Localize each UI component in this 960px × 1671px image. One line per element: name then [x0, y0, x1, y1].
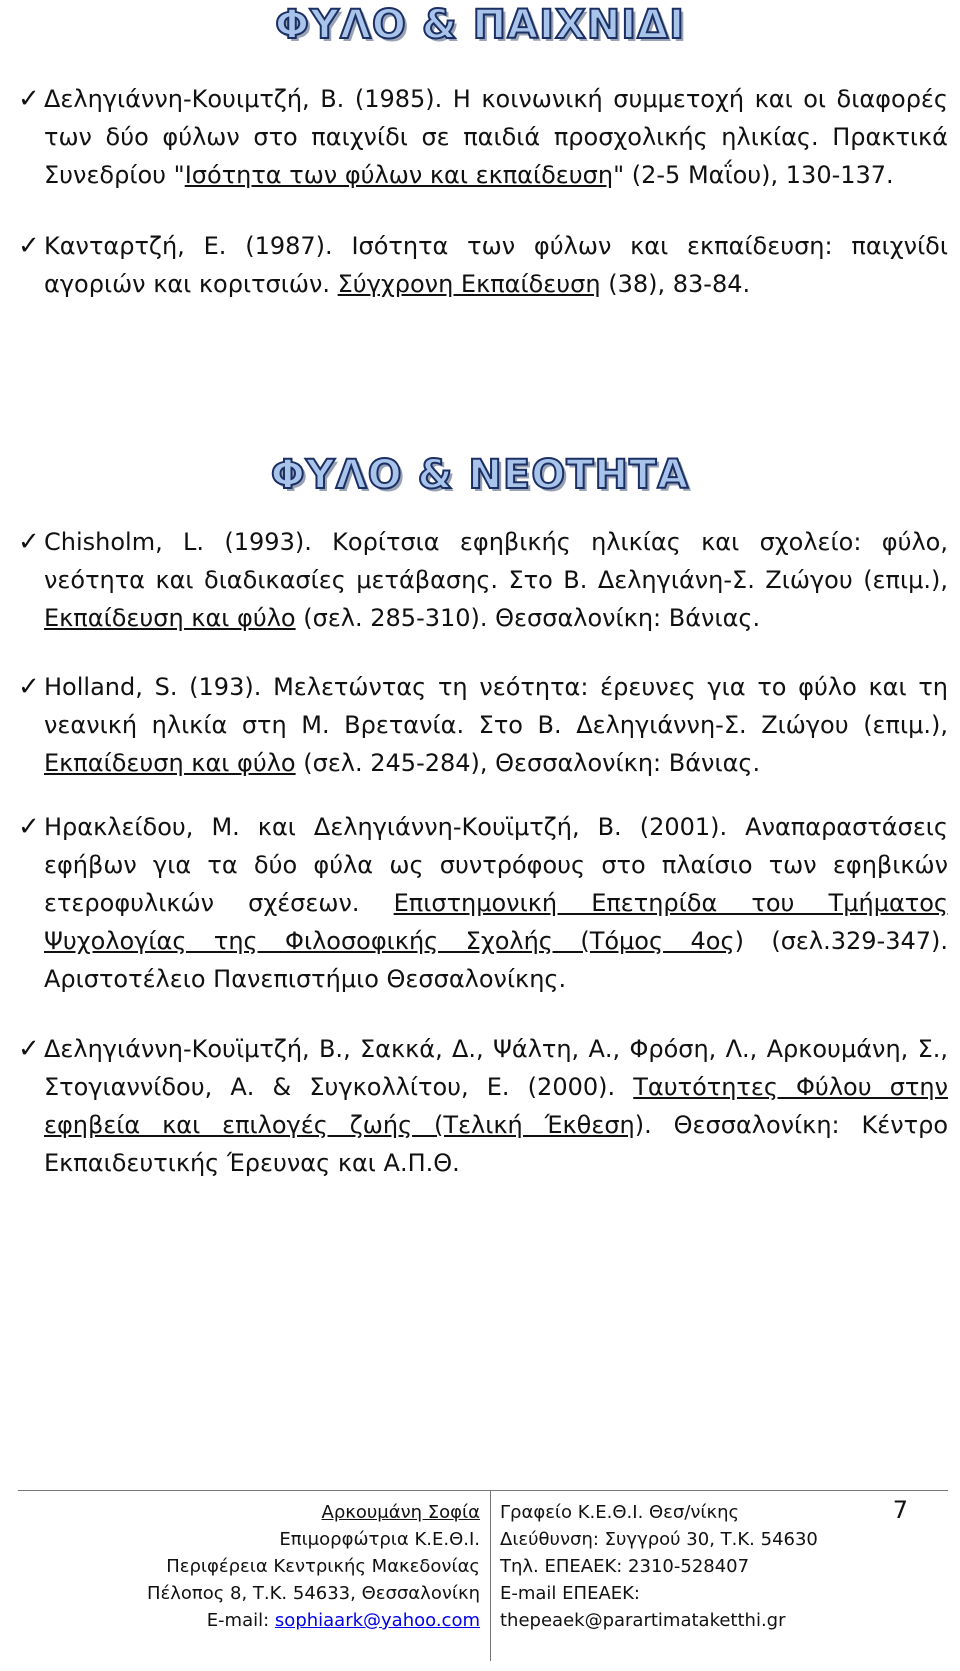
reference-part: Κανταρτζή, Ε. (1987). Ισότητα των φύλων και εκπαίδευση: παιχνίδι αγοριών και κοριτσιών.	[44, 232, 948, 298]
reference-part: (σελ. 245-284), Θεσσαλονίκη: Βάνιας.	[295, 749, 761, 777]
reference-title: Εκπαίδευση και φύλο	[44, 604, 296, 632]
reference-text	[44, 227, 948, 303]
checkmark-icon: ✓	[18, 84, 40, 114]
reference-entry	[18, 668, 948, 782]
checkmark-icon: ✓	[18, 231, 40, 261]
checkmark-icon: ✓	[18, 672, 40, 702]
reference-text	[44, 808, 948, 998]
footer-divider	[490, 1491, 491, 1661]
page-footer	[18, 1490, 948, 1661]
reference-title: Επιστημονική Επετηρίδα του Τμήματος Ψυχολογίας της Φιλοσοφικής Σχολής (Τόμος 4ος	[44, 889, 949, 955]
reference-text	[44, 523, 948, 637]
reference-entry	[18, 227, 948, 303]
reference-text	[44, 1030, 948, 1182]
footer-author-block	[18, 1499, 480, 1634]
author-email-link[interactable]: sophiaark@yahoo.com	[274, 1610, 480, 1631]
checkmark-icon: ✓	[18, 527, 40, 557]
footer-office-address: Διεύθυνση: Συγγρού 30, Τ.Κ. 54630	[500, 1529, 818, 1550]
reference-title: Ισότητα των φύλων και εκπαίδευση	[184, 161, 614, 189]
reference-part: Ηρακλείδου, Μ. και Δεληγιάννη-Κουϊμτζή, Β. (2001). Αναπαραστάσεις εφήβων για τα δύο φύλα ως συντρόφους στο πλαίσιο των εφηβικών ετεροφυλικών σχέσεων.	[44, 813, 948, 917]
checkmark-icon: ✓	[18, 1034, 40, 1064]
reference-text	[44, 668, 948, 782]
reference-part: ). Θεσσαλονίκη: Κέντρο Εκπαιδευτικής Έρευνας και Α.Π.Θ.	[44, 1111, 948, 1177]
reference-part: (38), 83-84.	[600, 270, 751, 298]
reference-part: (σελ. 285-310). Θεσσαλονίκη: Βάνιας.	[295, 604, 761, 632]
reference-part: Holland, S. (193). Μελετώντας τη νεότητα: έρευνες για το φύλο και τη νεανική ηλικία στη Μ. Βρετανία. Στο Β. Δεληγιάννη-Σ. Ζιώγου (επιμ.),	[44, 673, 948, 739]
reference-entry	[18, 808, 948, 998]
reference-part: Δεληγιάννη-Κουϊμτζή, Β., Σακκά, Δ., Ψάλτη, Α., Φρόση, Λ., Αρκουμάνη, Σ., Στογιαννίδου, Α. & Συγκολλίτου, Ε. (2000).	[44, 1035, 948, 1101]
footer-office-phone: Τηλ. ΕΠΕΑΕΚ: 2310-528407	[500, 1556, 750, 1577]
reference-entry	[18, 80, 948, 194]
reference-entry	[18, 523, 948, 637]
reference-entry	[18, 1030, 948, 1182]
footer-author-address: Πέλοπος 8, Τ.Κ. 54633, Θεσσαλονίκη	[146, 1583, 480, 1604]
footer-author-email-line	[18, 1607, 480, 1634]
reference-title: Εκπαίδευση και φύλο	[44, 749, 296, 777]
checkmark-icon: ✓	[18, 812, 40, 842]
reference-title: Σύγχρονη Εκπαίδευση	[337, 270, 601, 298]
section-heading-toys: ΦΥΛΟ & ΠΑΙΧΝΙΔΙ	[274, 2, 686, 48]
reference-part: ) (σελ.329-347). Αριστοτέλειο Πανεπιστήμιο Θεσσαλονίκης.	[44, 927, 949, 993]
section-heading-youth: ΦΥΛΟ & ΝΕΟΤΗΤΑ	[270, 452, 690, 498]
footer-author-name: Αρκουμάνη Σοφία	[321, 1502, 480, 1523]
footer-office-name: Γραφείο Κ.Ε.Θ.Ι. Θεσ/νίκης	[500, 1502, 740, 1523]
reference-part: Chisholm, L. (1993). Κορίτσια εφηβικής ηλικίας και σχολείο: φύλο, νεότητα και διαδικασίες μετάβασης. Στο Β. Δεληγιάνη-Σ. Ζιώγου (επιμ.),	[44, 528, 948, 594]
footer-office-email-label: E-mail ΕΠΕΑΕΚ:	[500, 1583, 640, 1604]
reference-text	[44, 80, 948, 194]
footer-office-email: thepeaek@parartimataketthi.gr	[500, 1610, 786, 1631]
page-number: 7	[892, 1496, 908, 1524]
reference-title: Ταυτότητες Φύλου στην εφηβεία και επιλογές ζωής (Τελική Έκθεση	[44, 1073, 948, 1139]
footer-office-block	[500, 1499, 880, 1634]
reference-part: " (2-5 Μαΐου), 130-137.	[613, 161, 894, 189]
footer-email-label: E-mail:	[206, 1610, 275, 1631]
footer-author-role: Επιμορφώτρια Κ.Ε.Θ.Ι.	[279, 1529, 480, 1550]
reference-part: Δεληγιάννη-Κουιμτζή, Β. (1985). Η κοινωνική συμμετοχή και οι διαφορές των δύο φύλων στο παιχνίδι σε παιδιά προσχολικής ηλικίας. Πρακτικά Συνεδρίου "	[44, 85, 948, 189]
footer-region: Περιφέρεια Κεντρικής Μακεδονίας	[166, 1556, 480, 1577]
